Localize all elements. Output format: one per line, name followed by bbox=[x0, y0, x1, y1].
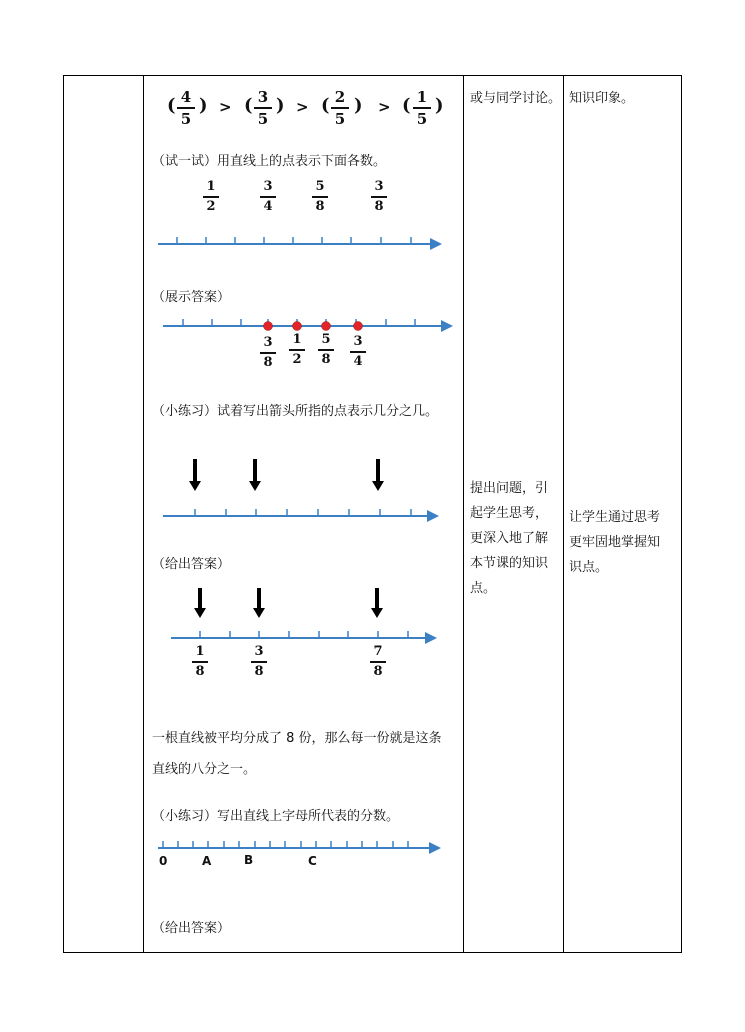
arrow-icon bbox=[198, 588, 202, 610]
number-line-1 bbox=[155, 232, 445, 252]
paren-open: ( bbox=[167, 95, 176, 116]
arrow-icon bbox=[376, 459, 380, 483]
paren-open: ( bbox=[321, 95, 330, 116]
table-divider-2 bbox=[463, 75, 464, 953]
teacher-line: 点。 bbox=[470, 581, 497, 596]
teacher-line: 提出问题，引 bbox=[470, 481, 549, 496]
intent-col-text bbox=[569, 505, 679, 580]
answer-dot bbox=[293, 322, 302, 331]
fraction: 3 8 bbox=[370, 180, 388, 214]
fraction: 5 8 bbox=[317, 333, 335, 367]
fraction: 1 5 bbox=[412, 89, 432, 127]
number-line-3 bbox=[160, 455, 450, 527]
table-border-top bbox=[63, 75, 682, 76]
greater-than: > bbox=[296, 98, 309, 116]
teacher-line: 起学生思考， bbox=[470, 506, 549, 521]
teacher-line: 本节课的知识 bbox=[470, 556, 549, 571]
arrow-icon bbox=[193, 459, 197, 483]
answer-dot bbox=[354, 322, 363, 331]
fraction: 3 4 bbox=[259, 180, 277, 214]
fraction: 3 5 bbox=[253, 89, 273, 127]
practice-2-label: （小练习）写出直线上字母所代表的分数。 bbox=[152, 809, 400, 824]
answer-1-label: （给出答案） bbox=[152, 557, 231, 572]
practice-1-label: （小练习）试着写出箭头所指的点表示几分之几。 bbox=[152, 404, 439, 419]
explanation-line-1: 一根直线被平均分成了 8 份，那么每一份就是这条 bbox=[152, 731, 442, 746]
letter-b: B bbox=[244, 853, 254, 867]
answer-dot bbox=[322, 322, 331, 331]
arrow-head bbox=[372, 481, 384, 491]
fraction: 1 8 bbox=[191, 645, 209, 679]
paren-close: ) bbox=[354, 95, 363, 116]
fraction: 1 2 bbox=[288, 333, 306, 367]
paren-close: ) bbox=[276, 95, 285, 116]
arrow-head bbox=[249, 481, 261, 491]
number-line-2 bbox=[160, 316, 455, 338]
intent-line: 让学生通过思考 bbox=[569, 510, 661, 525]
paren-close: ) bbox=[199, 95, 208, 116]
table-border-right bbox=[681, 75, 682, 953]
teacher-col-top: 或与同学讨论。 bbox=[470, 91, 562, 106]
table-border-left bbox=[63, 75, 64, 953]
greater-than: > bbox=[219, 98, 232, 116]
fraction: 2 5 bbox=[330, 89, 350, 127]
arrow-icon bbox=[257, 588, 261, 610]
try-it-label: （试一试）用直线上的点表示下面各数。 bbox=[152, 154, 387, 169]
fraction: 3 4 bbox=[349, 335, 367, 369]
number-line-5 bbox=[155, 838, 445, 858]
teacher-line: 更深入地了解 bbox=[470, 531, 549, 546]
arrow-head bbox=[189, 481, 201, 491]
fraction: 4 5 bbox=[176, 89, 196, 127]
fraction: 3 8 bbox=[259, 336, 277, 370]
greater-than: > bbox=[378, 98, 391, 116]
arrow-head bbox=[371, 608, 383, 618]
arrow-head bbox=[194, 608, 206, 618]
letter-c: C bbox=[308, 854, 317, 868]
fraction: 1 2 bbox=[202, 180, 220, 214]
teacher-col-text bbox=[470, 476, 560, 601]
arrow-icon bbox=[375, 588, 379, 610]
fraction: 7 8 bbox=[369, 645, 387, 679]
intent-col-top: 知识印象。 bbox=[569, 91, 635, 106]
arrow-head bbox=[253, 608, 265, 618]
explanation-line-2: 直线的八分之一。 bbox=[152, 762, 257, 777]
intent-line: 更牢固地掌握知 bbox=[569, 535, 661, 550]
number-line-4 bbox=[168, 586, 443, 646]
paren-open: ( bbox=[244, 95, 253, 116]
arrow-icon bbox=[253, 459, 257, 483]
show-answer-label: （展示答案） bbox=[152, 290, 231, 305]
letter-a: A bbox=[202, 854, 212, 868]
table-border-bottom bbox=[63, 952, 682, 953]
table-divider-1 bbox=[143, 75, 144, 953]
paren-open: ( bbox=[402, 95, 411, 116]
paren-close: ) bbox=[435, 95, 444, 116]
letter-zero: 0 bbox=[159, 854, 168, 868]
intent-line: 识点。 bbox=[569, 560, 609, 575]
fraction: 5 8 bbox=[311, 180, 329, 214]
table-divider-3 bbox=[563, 75, 564, 953]
fraction: 3 8 bbox=[250, 645, 268, 679]
answer-2-label: （给出答案） bbox=[152, 921, 231, 936]
answer-dot bbox=[264, 322, 273, 331]
